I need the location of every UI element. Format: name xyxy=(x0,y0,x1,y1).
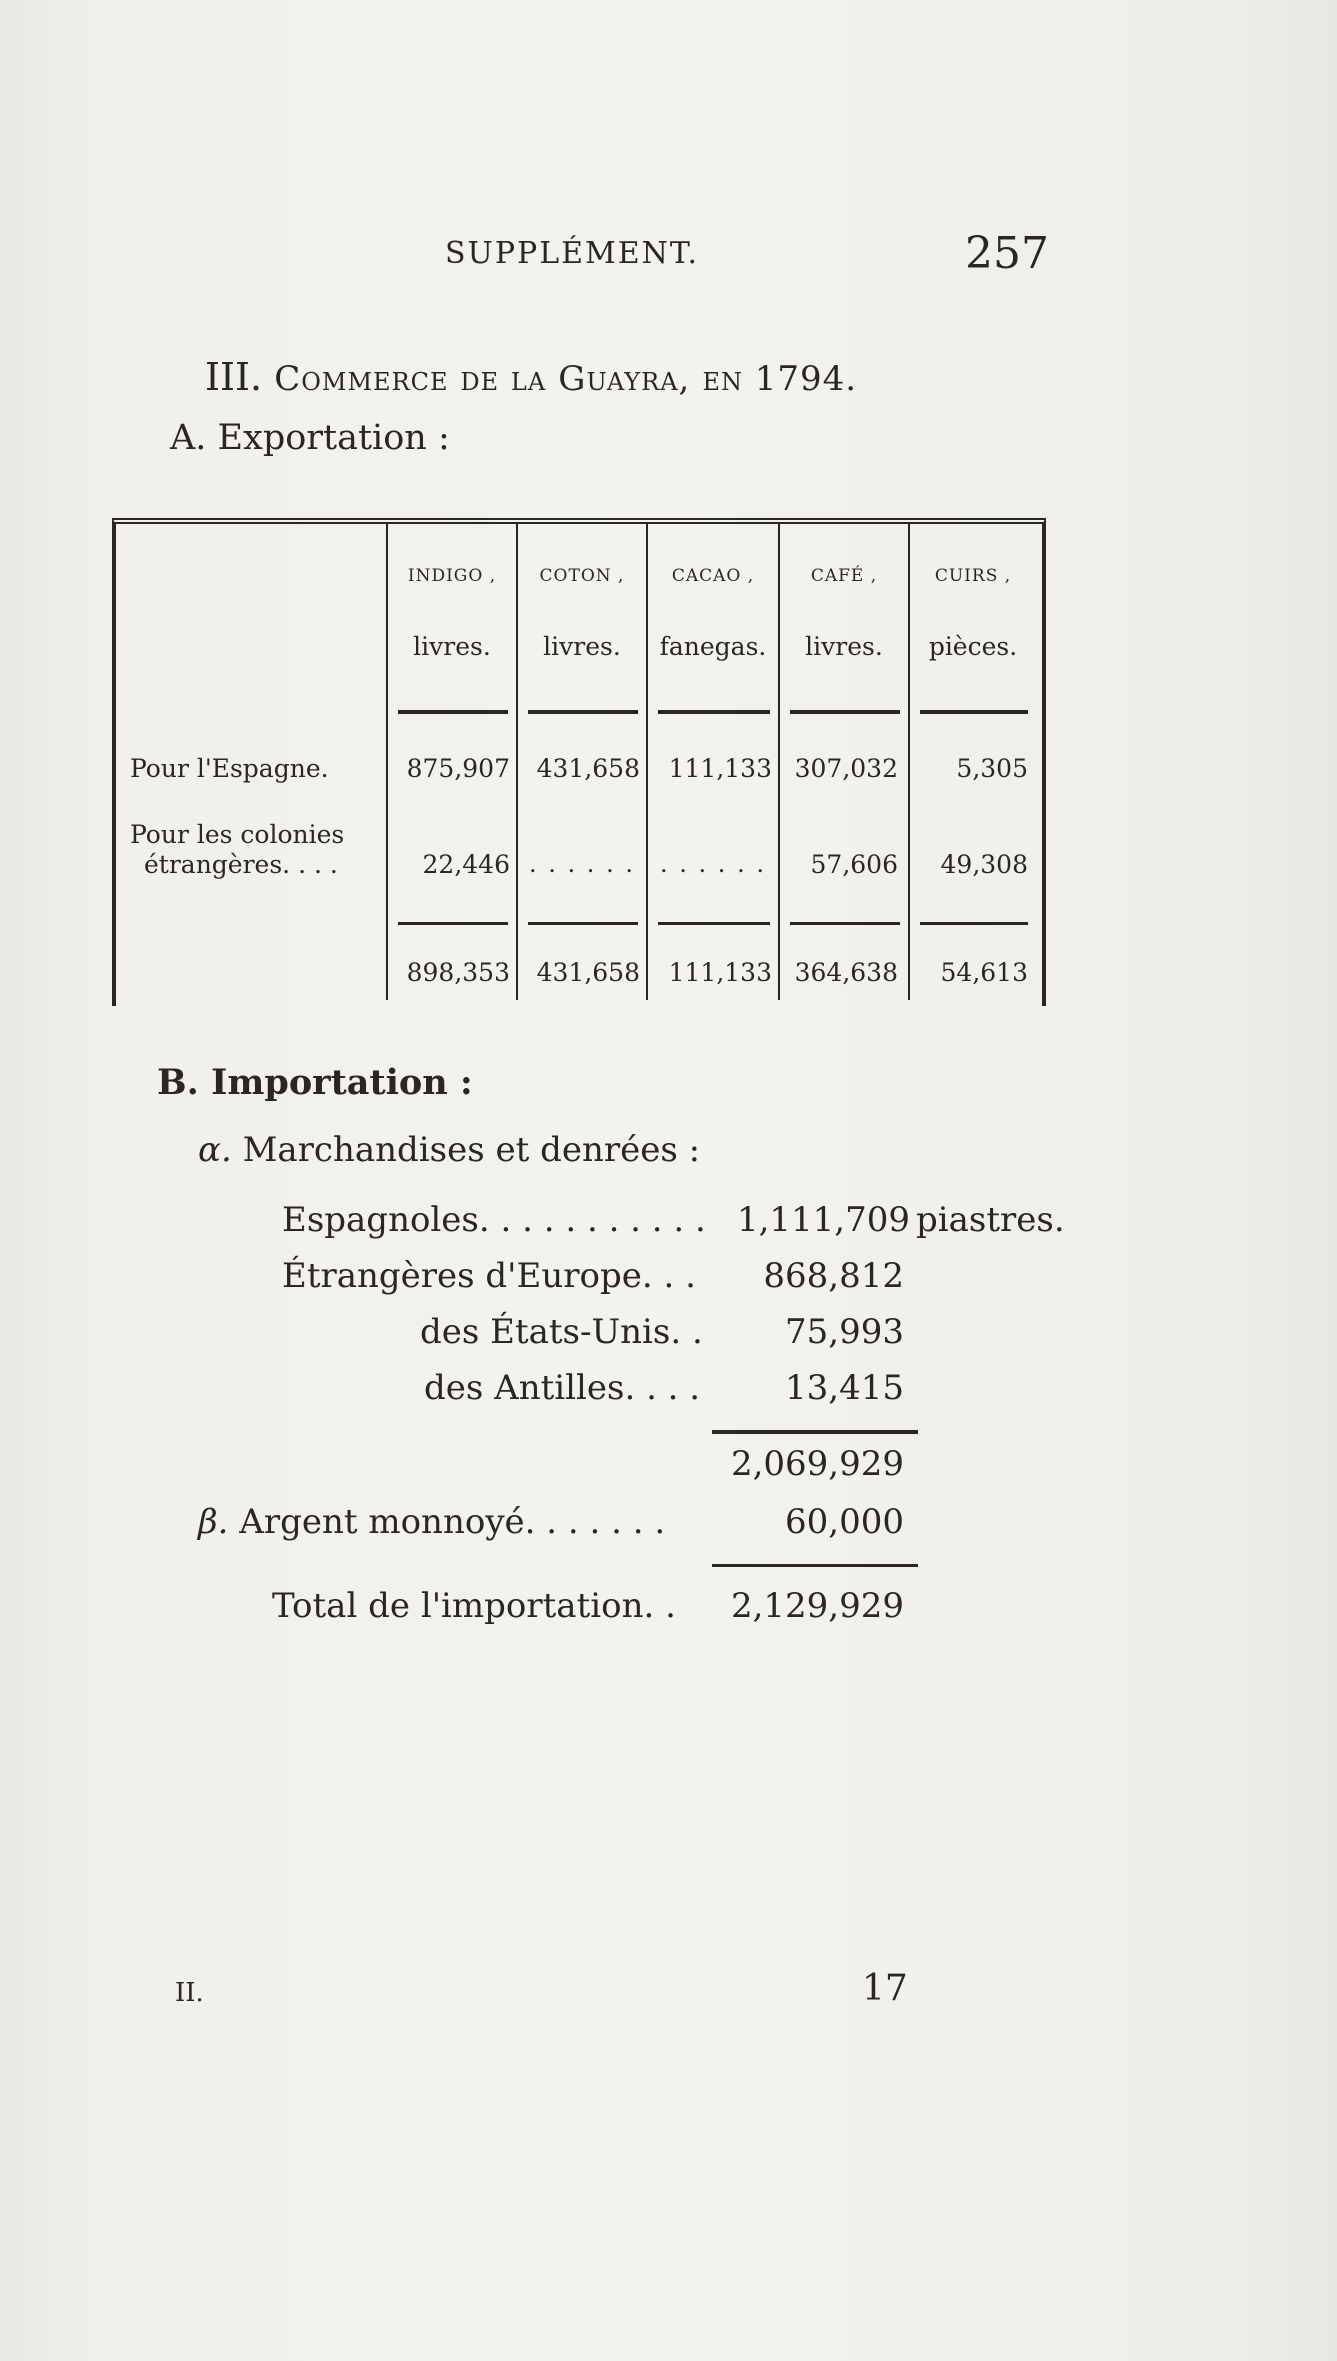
row-label-colonies-line1: Pour les colonies xyxy=(130,820,345,849)
section-title-place: Guayra, xyxy=(558,359,691,399)
header-rule xyxy=(528,710,638,714)
section-title xyxy=(205,355,857,399)
import-total-label: Total de l'importation. . xyxy=(272,1586,676,1626)
import-unit: piastres. xyxy=(916,1200,1065,1240)
section-title-part2: en 1794. xyxy=(702,359,858,399)
beta-label: β. xyxy=(198,1502,229,1542)
import-item-name: Espagnoles. . . . . . . . . . . xyxy=(282,1200,706,1240)
cell-empty: . . . . . . xyxy=(529,850,635,878)
cell: 57,606 xyxy=(810,850,898,879)
header-rule xyxy=(398,710,508,714)
import-item-name: des États-Unis. . xyxy=(420,1312,703,1352)
import-heading: B. Importation : xyxy=(157,1062,473,1103)
col-header-cafe: CAFÉ , xyxy=(810,566,878,586)
import-item-name: Étrangères d'Europe. . . xyxy=(282,1256,696,1296)
beta-value: 60,000 xyxy=(785,1502,904,1542)
col-unit-cafe: livres. xyxy=(805,632,883,661)
row-label-colonies-line2: étrangères. . . . xyxy=(144,850,338,879)
cell: 22,446 xyxy=(422,850,510,879)
cell: 307,032 xyxy=(794,754,898,783)
cell-empty: . . . . . . xyxy=(660,850,766,878)
import-total-value: 2,129,929 xyxy=(730,1586,904,1626)
alpha-label: α. xyxy=(198,1130,232,1170)
total-rule xyxy=(528,922,638,925)
running-header: SUPPLÉMENT. xyxy=(445,236,700,271)
export-heading: A. Exportation : xyxy=(170,418,450,458)
col-header-cuirs: CUIRS , xyxy=(934,566,1012,586)
total-cell: 111,133 xyxy=(668,958,772,987)
alpha-heading xyxy=(198,1130,700,1170)
col-header-coton: COTON , xyxy=(539,566,625,586)
gathering-number: 17 xyxy=(862,1968,908,2009)
row-label-colonies xyxy=(130,820,344,880)
total-rule xyxy=(658,922,770,925)
import-item-name: des Antilles. . . . xyxy=(424,1368,701,1408)
header-rule xyxy=(920,710,1028,714)
signature-mark: II. xyxy=(175,1978,204,2008)
header-rule xyxy=(790,710,900,714)
beta-name: Argent monnoyé. . . . . . . xyxy=(239,1502,666,1542)
import-item-value: 1,111,709 xyxy=(736,1200,910,1240)
export-table xyxy=(112,518,1046,1006)
cell: 431,658 xyxy=(536,754,640,783)
total-rule xyxy=(398,922,508,925)
total-cell: 898,353 xyxy=(406,958,510,987)
total-rule xyxy=(712,1564,918,1567)
total-cell: 364,638 xyxy=(794,958,898,987)
import-item-value: 75,993 xyxy=(785,1312,904,1352)
row-label-espagne: Pour l'Espagne. xyxy=(130,754,329,783)
total-rule xyxy=(920,922,1028,925)
alpha-heading-text: Marchandises et denrées : xyxy=(242,1130,701,1170)
col-unit-coton: livres. xyxy=(543,632,621,661)
col-header-cacao: CACAO , xyxy=(671,566,755,586)
subtotal-rule xyxy=(712,1430,918,1434)
col-unit-cuirs: pièces. xyxy=(928,632,1018,661)
col-unit-indigo: livres. xyxy=(413,632,491,661)
cell: 875,907 xyxy=(406,754,510,783)
total-cell: 431,658 xyxy=(536,958,640,987)
import-item-value: 868,812 xyxy=(763,1256,904,1296)
beta-item xyxy=(198,1502,665,1542)
col-unit-cacao: fanegas. xyxy=(659,632,767,661)
header-rule xyxy=(658,710,770,714)
section-title-part1: Commerce de la xyxy=(274,359,547,399)
page-number: 257 xyxy=(965,228,1049,279)
cell: 111,133 xyxy=(668,754,772,783)
import-item-value: 13,415 xyxy=(785,1368,904,1408)
cell: 5,305 xyxy=(956,754,1028,783)
total-rule xyxy=(790,922,900,925)
total-cell: 54,613 xyxy=(940,958,1028,987)
section-numeral: III. xyxy=(205,355,263,399)
import-subtotal: 2,069,929 xyxy=(730,1444,904,1484)
cell: 49,308 xyxy=(940,850,1028,879)
col-header-indigo: INDIGO , xyxy=(407,566,497,586)
